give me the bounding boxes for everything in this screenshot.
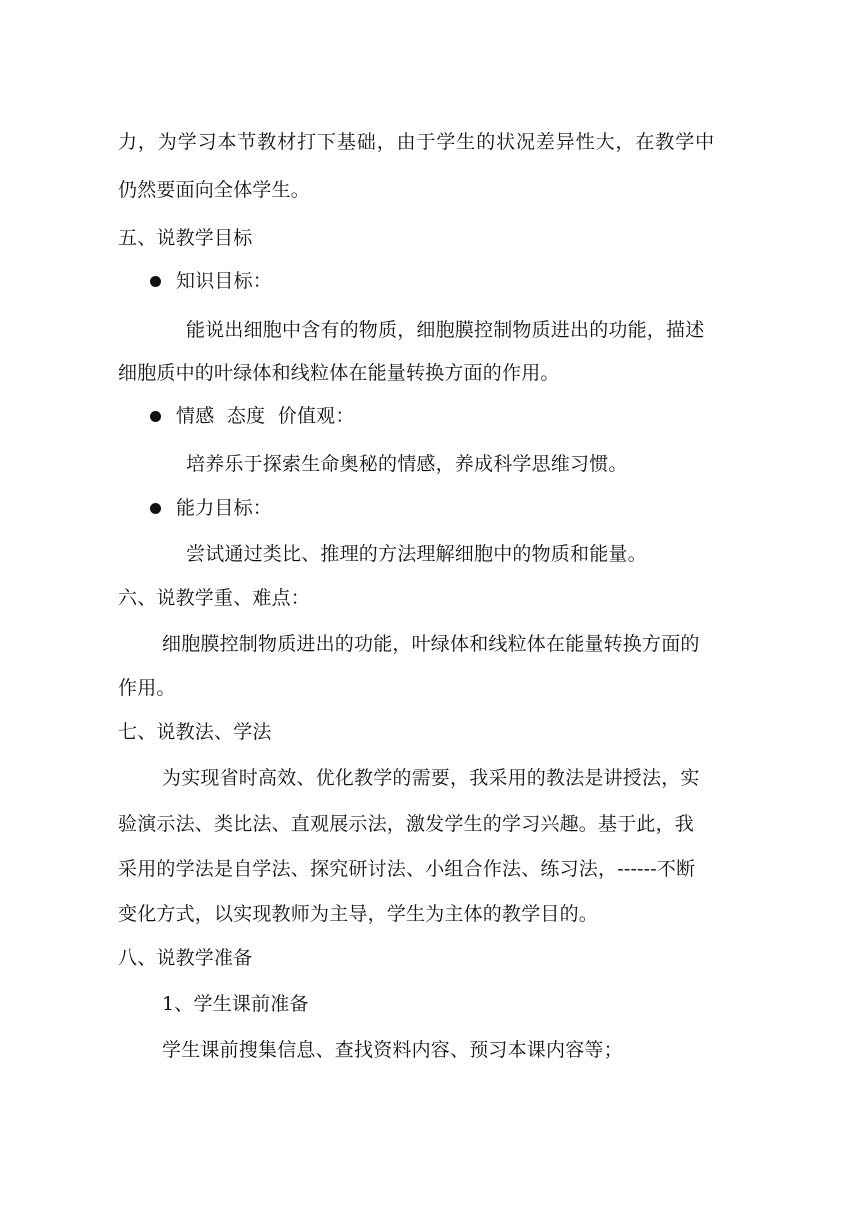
subsection-heading: 1、学生课前准备 — [162, 993, 309, 1015]
bullet-icon — [150, 503, 161, 514]
bullet-item-label: 情感 态度 价值观： — [176, 405, 355, 427]
paragraph-line: 为实现省时高效、优化教学的需要，我采用的教法是讲授法，实 — [162, 767, 700, 789]
paragraph-line: 作用。 — [118, 677, 176, 699]
bullet-icon — [150, 276, 161, 287]
section-heading: 六、说教学重、难点： — [118, 587, 311, 609]
section-heading: 七、说教法、学法 — [118, 721, 272, 743]
section-heading: 八、说教学准备 — [118, 947, 253, 969]
paragraph-line: 学生课前搜集信息、查找资料内容、预习本课内容等； — [162, 1039, 623, 1061]
section-heading: 五、说教学目标 — [118, 227, 253, 249]
paragraph-line: 验演示法、类比法、直观展示法，激发学生的学习兴趣。基于此，我 — [118, 813, 695, 835]
paragraph-line: 细胞膜控制物质进出的功能，叶绿体和线粒体在能量转换方面的 — [162, 633, 700, 655]
bullet-item-label: 知识目标： — [176, 270, 273, 292]
paragraph-line: 变化方式，以实现教师为主导，学生为主体的教学目的。 — [118, 903, 599, 925]
bullet-item-label: 能力目标： — [176, 497, 273, 519]
paragraph-line: 采用的学法是自学法、探究研讨法、小组合作法、练习法，------不断 — [118, 858, 696, 880]
bullet-icon — [150, 411, 161, 422]
paragraph-line: 能说出细胞中含有的物质，细胞膜控制物质进出的功能，描述 — [186, 319, 705, 341]
paragraph-line: 力，为学习本节教材打下基础，由于学生的状况差异性大，在教学中 — [118, 131, 716, 153]
paragraph-line: 仍然要面向全体学生。 — [118, 179, 311, 201]
paragraph-line: 尝试通过类比、推理的方法理解细胞中的物质和能量。 — [186, 543, 647, 565]
paragraph-line: 细胞质中的叶绿体和线粒体在能量转换方面的作用。 — [118, 362, 560, 384]
paragraph-line: 培养乐于探索生命奥秘的情感，养成科学思维习惯。 — [186, 453, 628, 475]
